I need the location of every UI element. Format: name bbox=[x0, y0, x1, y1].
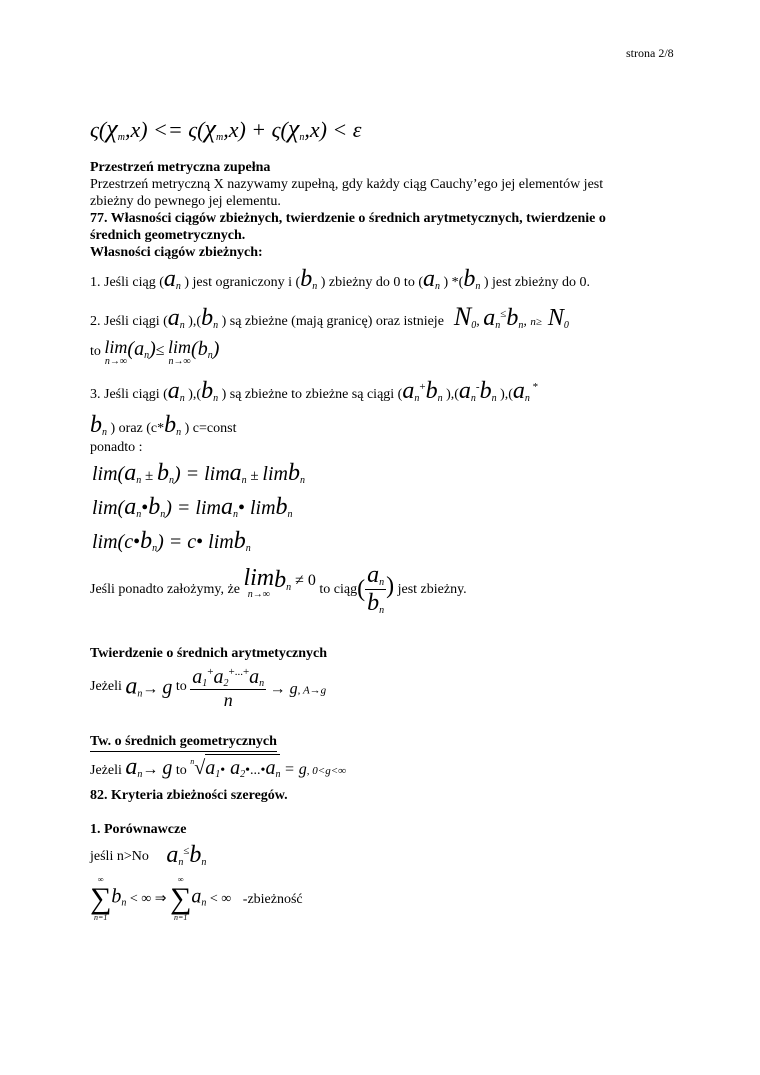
complete-metric-space-heading: Przestrzeń metryczna zupełna bbox=[90, 160, 271, 175]
limit-sum-rule: $\lim(a_n \pm b_n) = \lim a_n \pm \lim b_n$ bbox=[92, 460, 305, 486]
section-77-heading-line1: 77. Własności ciągów zbieżnych, twierdzenie o średnich arytmetycznych, twierdzenie o bbox=[90, 211, 606, 226]
comparison-condition: jeśli n>No $a_n^\le b_n$ bbox=[90, 842, 207, 868]
ponadto-label: ponadto : bbox=[90, 440, 143, 455]
section-77-heading-line2: średnich geometrycznych. bbox=[90, 228, 246, 243]
geometric-means-heading: Tw. o średnich geometrycznych bbox=[90, 734, 277, 752]
property-3: 3. Jeśli ciągi ($a_n$ )$,(b_n$ ) są zbieżne to zbieżne są ciągi ($a_n^+b_n$ )$,(a_n^-b_n$ )$,(a_n$ * bbox=[90, 378, 539, 404]
geometric-means-theorem: Jeżeli $a_n\to g$ to $^n√a_1•$ $a_2•...•a_n = g$, 0<g<∞ bbox=[90, 754, 346, 780]
property-1: 1. Jeśli ciąg ($a_n$ ) jest ograniczony i ($b_n$ ) zbieżny do 0 to ($a_n$ ) $*(b_n$ ) jest zbieżny do 0. bbox=[90, 266, 590, 292]
comparison-series-implication: ∞ ∑ n=1 $b_n$ < ∞ ⇒ ∞ ∑ n=1 $a_n$ < ∞ -zbieżność bbox=[90, 875, 303, 922]
convergent-properties-subheading: Własności ciągów zbieżnych: bbox=[90, 245, 263, 260]
complete-metric-space-definition-line1: Przestrzeń metryczną X nazywamy zupełną, gdy każdy ciąg Cauchy’ego jej elementów jest bbox=[90, 177, 604, 192]
property-2: 2. Jeśli ciągi ($a_n$ )$,(b_n$ ) są zbieżne (mają granicę) oraz istnieje $N_0$, $a_n^\le b_n$, $n\ge N_0$ bbox=[90, 302, 569, 331]
page-number: strona 2/8 bbox=[626, 46, 674, 60]
section-82-heading: 82. Kryteria zbieżności szeregów. bbox=[90, 788, 288, 803]
comparison-criterion-heading: 1. Porównawcze bbox=[90, 822, 187, 837]
triangle-inequality-formula: $\varsigma(\chi_m,x) <= \varsigma(\chi_m,x) + \varsigma(\chi_n,x) < \varepsilon$ bbox=[90, 114, 362, 143]
limit-product-rule: $\lim(a_n•b_n)$ = lima$_n$• limb$_n$ bbox=[92, 494, 293, 520]
complete-metric-space-definition-line2: zbieżny do pewnego jej elementu. bbox=[90, 194, 281, 209]
limit-constant-rule: $\lim(c•b_n)$ = c• limb$_n$ bbox=[92, 528, 251, 554]
limit-quotient-rule: Jeśli ponadto założymy, że lim n→∞ $b^n \ne 0$ to ciąg( $\frac{a_n}{b_n}$ ) jest zbieżny. bbox=[90, 562, 467, 616]
property-3-cont: $b_n$ ) oraz ($c*b_n$ ) c=const bbox=[90, 412, 237, 438]
arithmetic-means-heading: Twierdzenie o średnich arytmetycznych bbox=[90, 646, 328, 661]
arithmetic-means-theorem: Jeżeli $a_n\to g$ to $\frac{a_1^+a_2^{+...+}a_n}{n}$ → g, A→g bbox=[90, 666, 327, 710]
property-2-limit: to lim n→∞ $(a_n)\le \lim$ n→∞ $(b_n)$ bbox=[90, 337, 220, 367]
